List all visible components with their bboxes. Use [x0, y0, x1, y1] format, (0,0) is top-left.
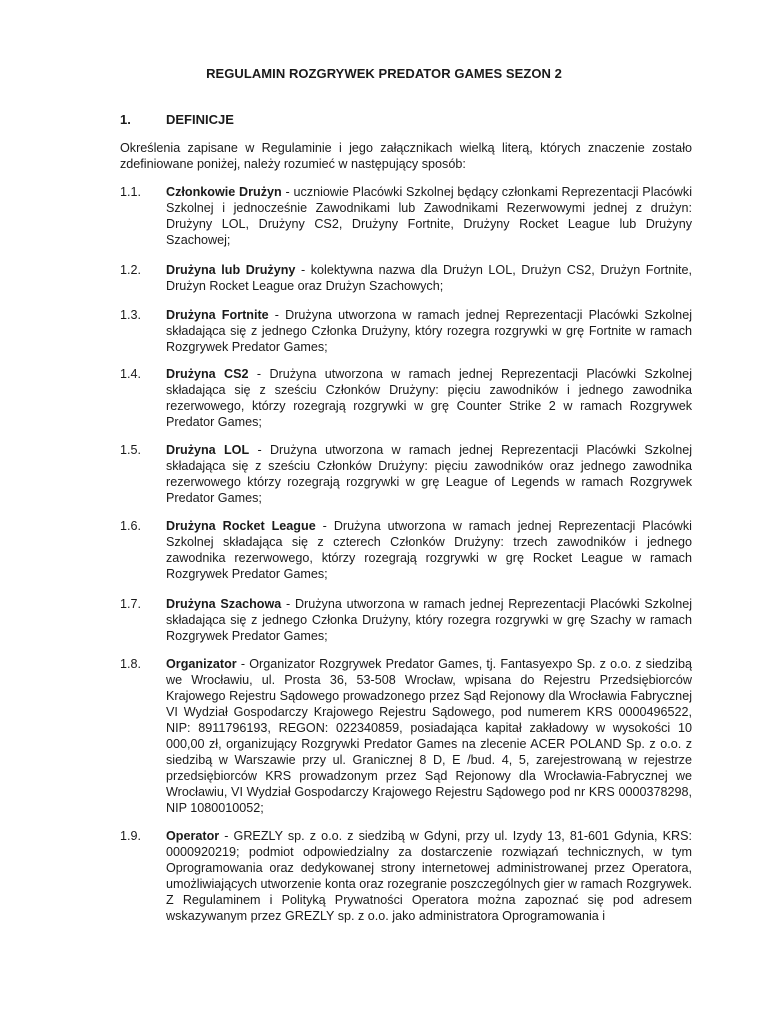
definition-number: 1.1.	[120, 185, 142, 199]
definition-term: Drużyna Fortnite	[166, 308, 269, 322]
section-number: 1.	[120, 112, 131, 127]
definition-term: Drużyna LOL	[166, 443, 250, 457]
intro-paragraph: Określenia zapisane w Regulaminie i jego załącznikach wielką literą, których znaczenie zostało zdefiniowane poniżej, należy rozumieć w następujący sposób:	[120, 141, 692, 171]
section-title: DEFINICJE	[166, 112, 234, 127]
definition-term: Drużyna Szachowa	[166, 597, 282, 611]
definition-number: 1.4.	[120, 367, 142, 381]
definition-text: - Drużyna utworzona w ramach jednej Reprezentacji Placówki Szkolnej składająca się z czterech Członków Drużyny: trzech zawodników i jednego zawodnika rezerwowego, którzy rozegrają rozgrywki w grę Rocket League w ramach Rozgrywek Predator Games;	[166, 519, 692, 581]
definition-body	[166, 828, 692, 924]
definition-number: 1.9.	[120, 829, 142, 843]
definition-term: Drużyna lub Drużyny	[166, 263, 296, 277]
definition-term: Członkowie Drużyn	[166, 185, 282, 199]
definition-body	[166, 366, 692, 430]
definition-body	[166, 262, 692, 294]
definition-text: - Drużyna utworzona w ramach jednej Reprezentacji Placówki Szkolnej składająca się z jednego Członka Drużyny, który rozegra rozgrywki w grę Szachy w ramach Rozgrywek Predator Games;	[166, 597, 693, 643]
definition-body	[166, 307, 692, 355]
definition-number: 1.3.	[120, 308, 142, 322]
definition-text: - Drużyna utworzona w ramach jednej Reprezentacji Placówki Szkolnej składająca się z jednego Członka Drużyny, który rozegra rozgrywki w grę Fortnite w ramach Rozgrywek Predator Games;	[166, 308, 692, 354]
definition-text: - GREZLY sp. z o.o. z siedzibą w Gdyni, przy ul. Izydy 13, 81-601 Gdynia, KRS: 0000920219; podmiot odpowiedzialny za dostarczenie rozwiązań technicznych, w tym Oprogramowania oraz dedykowanej strony internetowej administrowanej przez Operatora, umożliwiających utworzenie konta oraz rozegranie poszczególnych gier w ramach Rozgrywek. Z Regulaminem i Polityką Prywatności Operatora można zapoznać się pod adresem wskazywanym przez GREZLY sp. z o.o. jako administratora Oprogramowania i	[166, 829, 692, 923]
definition-text: - Drużyna utworzona w ramach jednej Reprezentacji Placówki Szkolnej składająca się z sześciu Członków Drużyny: pięciu zawodników oraz jednego zawodnika rezerwowego którzy rozegrają rozgrywki w grę League of Legends w ramach Rozgrywek Predator Games;	[166, 443, 692, 505]
definition-text: - uczniowie Placówki Szkolnej będący członkami Reprezentacji Placówki Szkolnej i jednocześnie Zawodnikami lub Zawodnikami Rezerwowymi jednej z drużyn: Drużyny LOL, Drużyny CS2, Drużyny Fortnite, Drużyny Rocket League lub Drużyny Szachowej;	[166, 185, 693, 247]
definition-body	[166, 518, 692, 582]
definition-body	[166, 596, 692, 644]
definition-number: 1.6.	[120, 519, 142, 533]
definition-term: Drużyna Rocket League	[166, 519, 316, 533]
document-title: REGULAMIN ROZGRYWEK PREDATOR GAMES SEZON 2	[206, 66, 562, 81]
definition-body	[166, 442, 692, 506]
definition-body	[166, 184, 692, 248]
definition-body	[166, 656, 692, 816]
definition-text: - Organizator Rozgrywek Predator Games, tj. Fantasyexpo Sp. z o.o. z siedzibą we Wrocławiu, ul. Prosta 36, 53-508 Wrocław, wpisana do Rejestru Przedsiębiorców Krajowego Rejestru Sądowego prowadzonego przez Sąd Rejonowy dla Wrocławia Fabrycznej VI Wydział Gospodarczy Krajowego Rejestru Sądowego, pod numerem KRS 0000496522, NIP: 8911796193, REGON: 022340859, posiadająca kapitał zakładowy w wysokości 10 000,00 zł, organizujący Rozgrywki Predator Games na zlecenie ACER POLAND Sp. z o.o. z siedzibą w Warszawie przy ul. Granicznej 8 D, E /bud. 4, 5, zarejestrowaną w rejestrze przedsiębiorców KRS prowadzonym przez Sąd Rejonowy dla Wrocławia-Fabrycznej we Wrocławiu, VI Wydział Gospodarczy Krajowego Rejestru Sądowego pod nr KRS 0000378298, NIP 1080010052;	[166, 657, 692, 815]
definition-term: Operator	[166, 829, 220, 843]
definition-number: 1.2.	[120, 263, 142, 277]
definition-number: 1.5.	[120, 443, 142, 457]
definition-number: 1.7.	[120, 597, 142, 611]
definition-term: Drużyna CS2	[166, 367, 249, 381]
definition-text: - kolektywna nazwa dla Drużyn LOL, Drużyn CS2, Drużyn Fortnite, Drużyn Rocket League oraz Drużyn Szachowych;	[166, 263, 692, 293]
definition-text: - Drużyna utworzona w ramach jednej Reprezentacji Placówki Szkolnej składająca się z sześciu Członków Drużyny: pięciu zawodników i jednego zawodnika rezerwowego, którzy rozegrają rozgrywki w grę Counter Strike 2 w ramach Rozgrywek Predator Games;	[166, 367, 692, 429]
definition-term: Organizator	[166, 657, 237, 671]
definition-number: 1.8.	[120, 657, 142, 671]
